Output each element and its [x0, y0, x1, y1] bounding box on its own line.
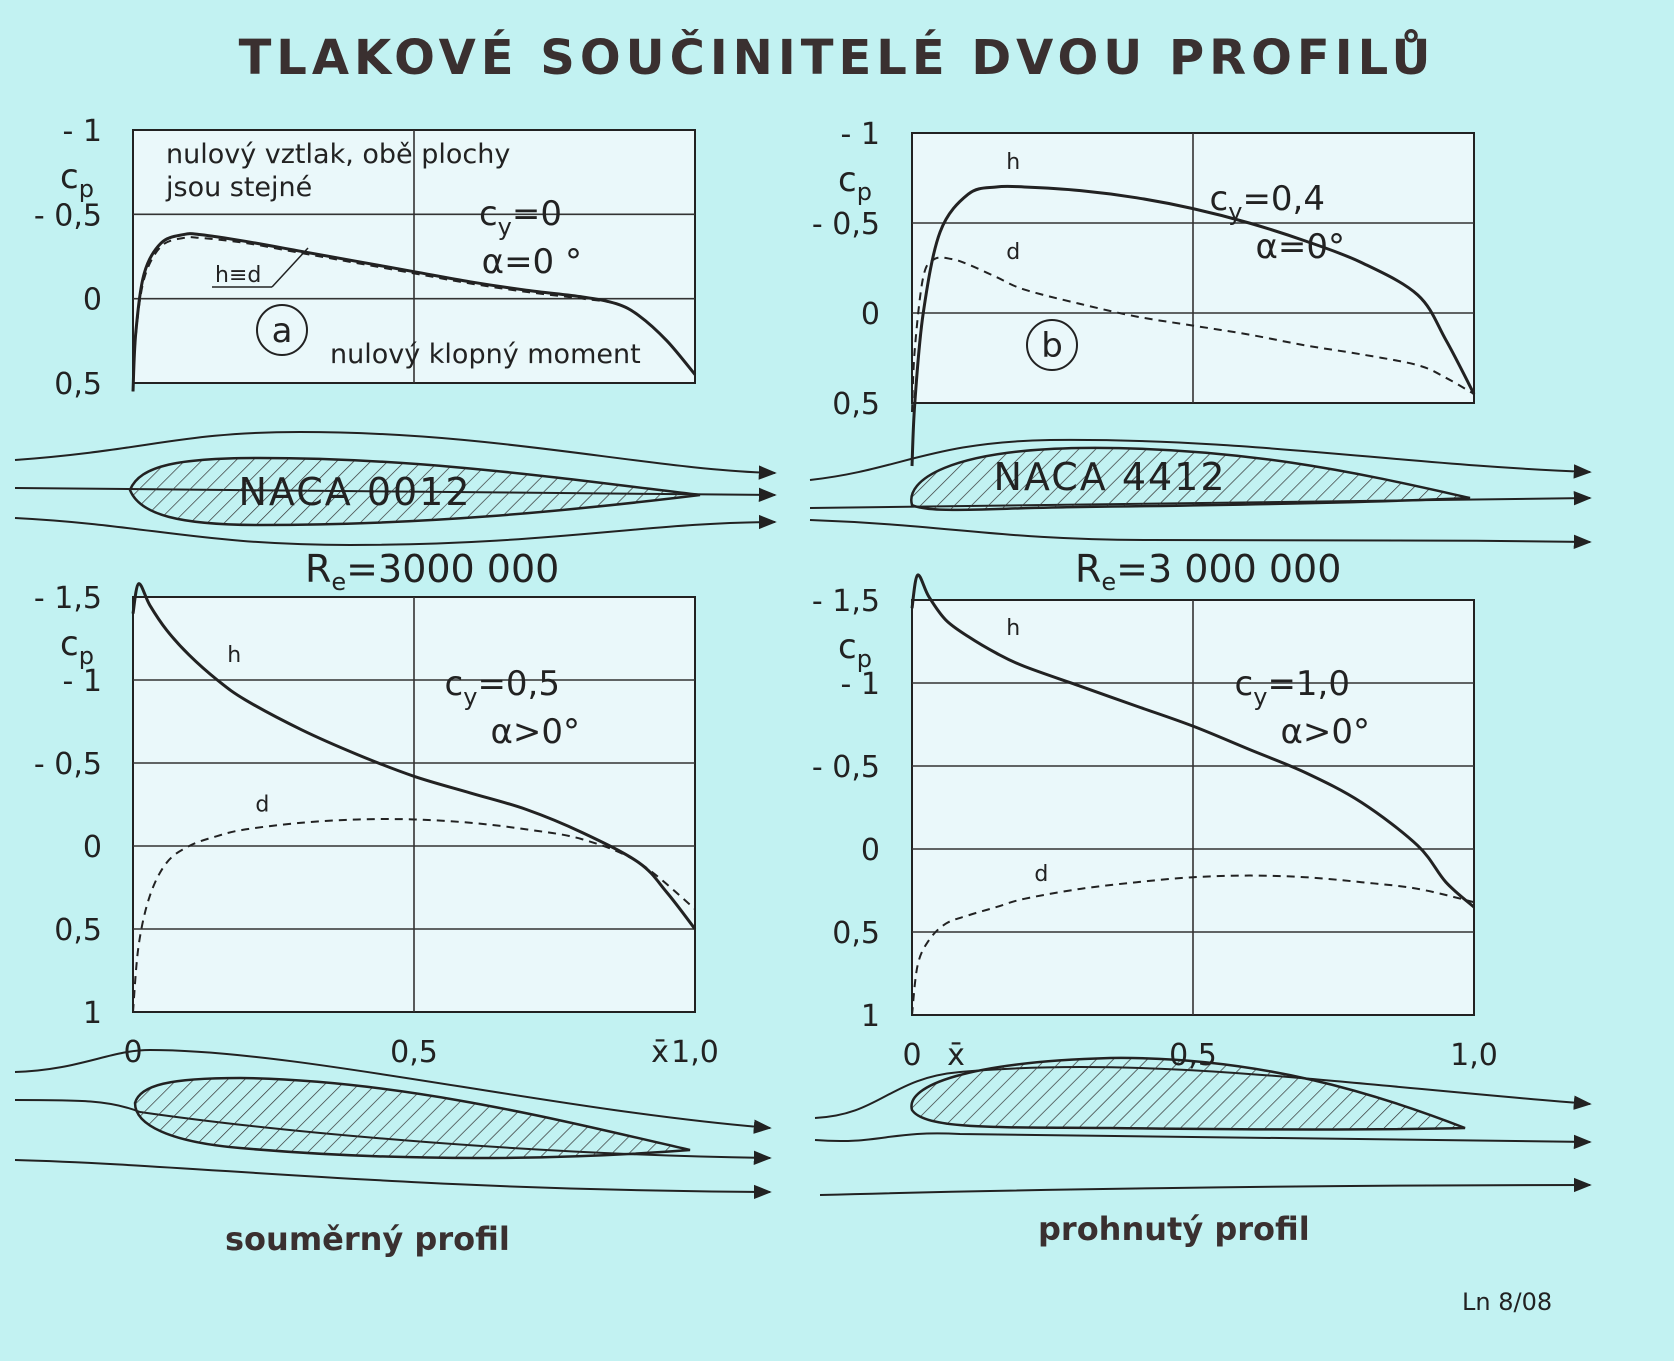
- y-tick-label: 0,5: [54, 367, 102, 402]
- page-reference: Ln 8/08: [1462, 1288, 1553, 1316]
- airfoil-label-naca-0012: NACA 0012: [238, 470, 472, 514]
- y-tick-label: 0: [82, 282, 102, 318]
- y-tick-label: 0,5: [832, 916, 880, 951]
- streamline: [810, 520, 1590, 542]
- annotation-alpha: α=0°: [1255, 227, 1345, 267]
- circle-label-b: b: [1041, 326, 1063, 366]
- note-zero-lift-line2: jsou stejné: [166, 172, 313, 203]
- series-label-h-equals-d: h≡d: [215, 263, 262, 288]
- caption-symmetric-profile: souměrný profil: [225, 1220, 510, 1258]
- note-zero-moment: nulový klopný moment: [330, 339, 641, 370]
- note-zero-lift-line1: nulový vztlak, obě plochy: [166, 139, 511, 170]
- y-tick-label: 0: [860, 297, 880, 332]
- y-tick-label: 1: [860, 999, 880, 1034]
- y-axis-label: $c_p$: [838, 160, 872, 206]
- series-label-d: d: [1034, 861, 1049, 887]
- series-label-d: d: [255, 792, 270, 818]
- y-tick-label: - 1,5: [33, 581, 102, 616]
- x-tick-label: 0: [123, 1035, 143, 1070]
- annotation-alpha: α=0 °: [481, 242, 582, 282]
- y-tick-label: - 0,5: [33, 198, 102, 234]
- y-tick-label: - 1: [840, 117, 880, 152]
- annotation-cy: $c_y=0$: [478, 194, 562, 241]
- y-tick-label: - 0,5: [811, 207, 880, 242]
- x-axis-label: x̄: [651, 1035, 669, 1070]
- streamline: [15, 1160, 770, 1192]
- x-tick-label: 0,5: [1169, 1038, 1217, 1073]
- streamline: [820, 1185, 1590, 1195]
- series-label-h: h: [227, 643, 242, 668]
- series-label-h: h: [1006, 616, 1021, 642]
- annotation-cy: $c_y=1,0$: [1234, 664, 1350, 711]
- annotation-alpha: α>0°: [490, 712, 580, 752]
- y-axis-label: $c_p$: [60, 157, 94, 203]
- x-tick-label: 1,0: [671, 1035, 719, 1070]
- reynolds-right: $R_e=3$ 000 000: [1075, 547, 1342, 596]
- chart-b: [812, 117, 1474, 466]
- x-axis-label: x̄: [947, 1038, 965, 1073]
- circle-label-a: a: [271, 311, 293, 351]
- y-axis-label: $c_p$: [60, 624, 94, 670]
- y-tick-label: - 1: [62, 114, 102, 149]
- y-tick-label: - 0,5: [811, 750, 880, 785]
- x-tick-label: 1,0: [1450, 1038, 1498, 1073]
- annotation-cy: $c_y=0,5$: [444, 664, 560, 711]
- y-tick-label: - 0,5: [33, 747, 102, 782]
- streamline: [815, 1133, 1590, 1142]
- y-axis-label: $c_p$: [838, 627, 872, 673]
- y-tick-label: - 1,5: [811, 584, 880, 619]
- caption-cambered-profile: prohnutý profil: [1038, 1210, 1310, 1248]
- y-tick-label: 0: [860, 833, 880, 868]
- series-label-h: h: [1006, 150, 1021, 175]
- x-tick-label: 0,5: [390, 1035, 438, 1070]
- y-tick-label: 0,5: [54, 913, 102, 948]
- annotation-cy: $c_y=0,4$: [1209, 179, 1325, 226]
- y-tick-label: 0: [82, 830, 102, 865]
- page-title: TLAKOVÉ SOUČINITELÉ DVOU PROFILŮ: [238, 30, 1436, 86]
- x-tick-label: 0: [902, 1038, 922, 1073]
- airfoil-label-naca-4412: NACA 4412: [993, 455, 1227, 499]
- y-tick-label: 1: [82, 996, 102, 1031]
- y-tick-label: 0,5: [832, 387, 880, 422]
- chart-c: [34, 581, 719, 1070]
- y-tick-label: - 1: [840, 667, 880, 702]
- airfoil-symmetric: [135, 1078, 690, 1158]
- annotation-alpha: α>0°: [1280, 712, 1370, 752]
- charts: [34, 114, 1498, 1073]
- reynolds-left: $R_e=3000$ 000: [305, 547, 560, 596]
- chart-d: [812, 575, 1498, 1073]
- y-tick-label: - 1: [62, 664, 102, 699]
- series-label-d: d: [1006, 240, 1021, 265]
